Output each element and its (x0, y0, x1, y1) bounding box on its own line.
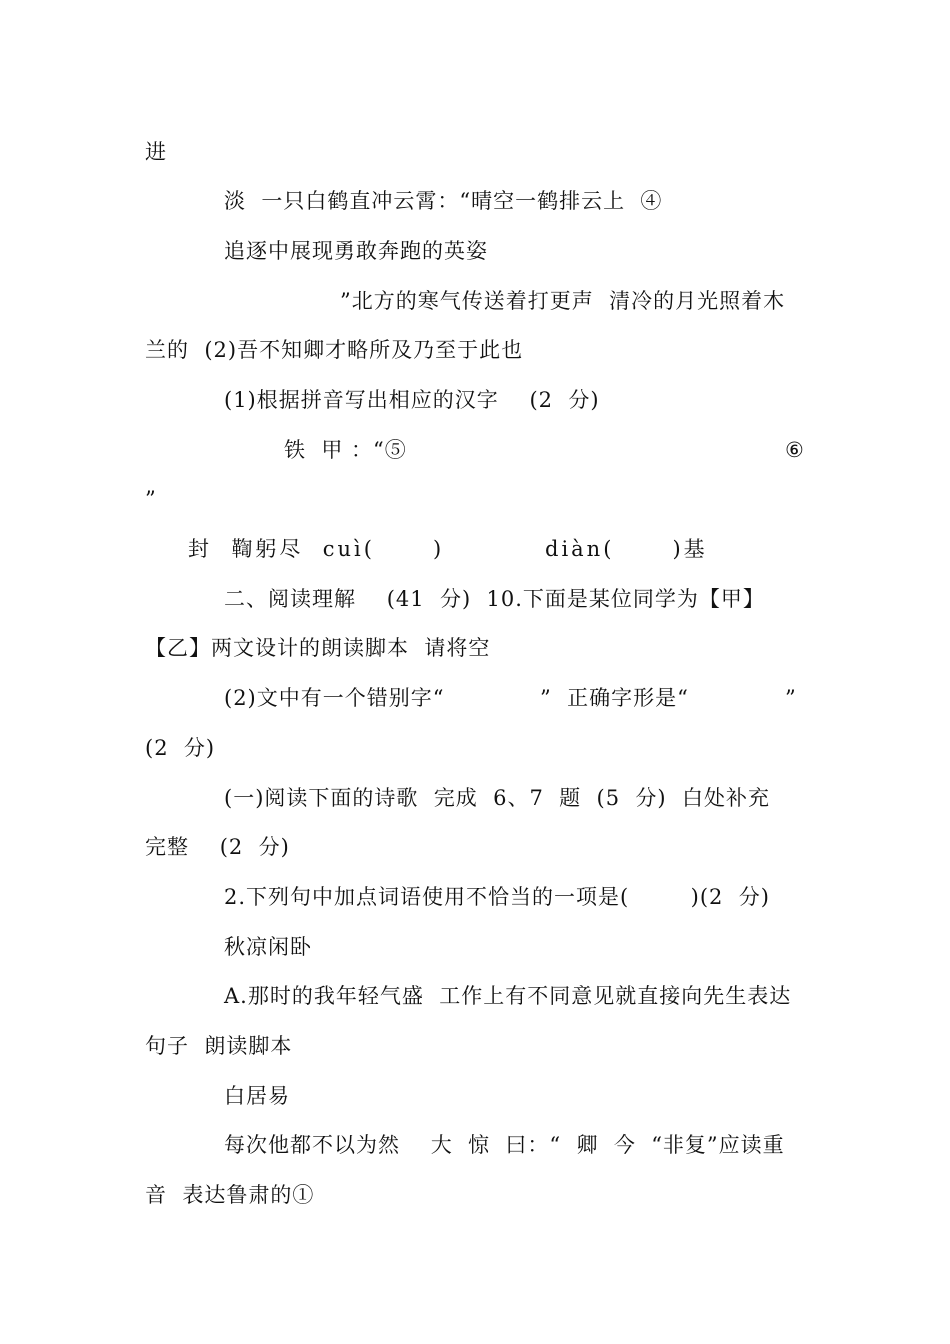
text-line: (2)文中有一个错别字“ (224, 686, 445, 710)
text-line: 句子 朗读脚本 (145, 1034, 293, 1058)
text-line: 淡 一只白鹤直冲云霄：“晴空一鹤排云上 ④ (224, 189, 663, 213)
text-line: (1)根据拼音写出相应的汉字 (2 分) (224, 388, 600, 412)
text-line: ” 正确字形是“ (540, 686, 689, 710)
text-line: 铁 甲 ：“⑤ (284, 438, 407, 462)
text-line: 每次他都不以为然 大 惊 曰：“ 卿 今 “非复”应读重 (224, 1133, 785, 1157)
text-line: ” (145, 487, 157, 511)
text-line: ” (785, 686, 797, 710)
text-line: 二、阅读理解 (41 分) 10.下面是某位同学为【甲】 (224, 587, 765, 611)
text-line: 完整 (2 分) (145, 835, 290, 859)
text-line: 【乙】两文设计的朗读脚本 请将空 (145, 636, 491, 660)
text-line: 2.下列句中加点词语使用不恰当的一项是( )(2 分) (224, 885, 770, 909)
text-line: ”北方的寒气传送着打更声 清冷的月光照着木 (340, 289, 786, 313)
text-line: 追逐中展现勇敢奔跑的英姿 (224, 239, 488, 263)
text-line: ⑥ (785, 438, 805, 462)
text-line: 兰的 (2)吾不知卿才略所及乃至于此也 (145, 338, 524, 362)
text-line: 秋凉闲卧 (224, 935, 312, 959)
text-line: (一)阅读下面的诗歌 完成 6、7 题 (5 分) 白处补充 (224, 786, 770, 810)
text-line: 白居易 (224, 1084, 290, 1108)
text-line: 音 表达鲁肃的① (145, 1183, 315, 1207)
text-line: (2 分) (145, 736, 216, 760)
text-line: 进 (145, 140, 167, 164)
text-line: diàn( )基 (545, 537, 708, 561)
text-line: 封 鞫躬尽 cuì( ) (188, 537, 445, 561)
text-line: A.那时的我年轻气盛 工作上有不同意见就直接向先生表达 (224, 984, 792, 1008)
